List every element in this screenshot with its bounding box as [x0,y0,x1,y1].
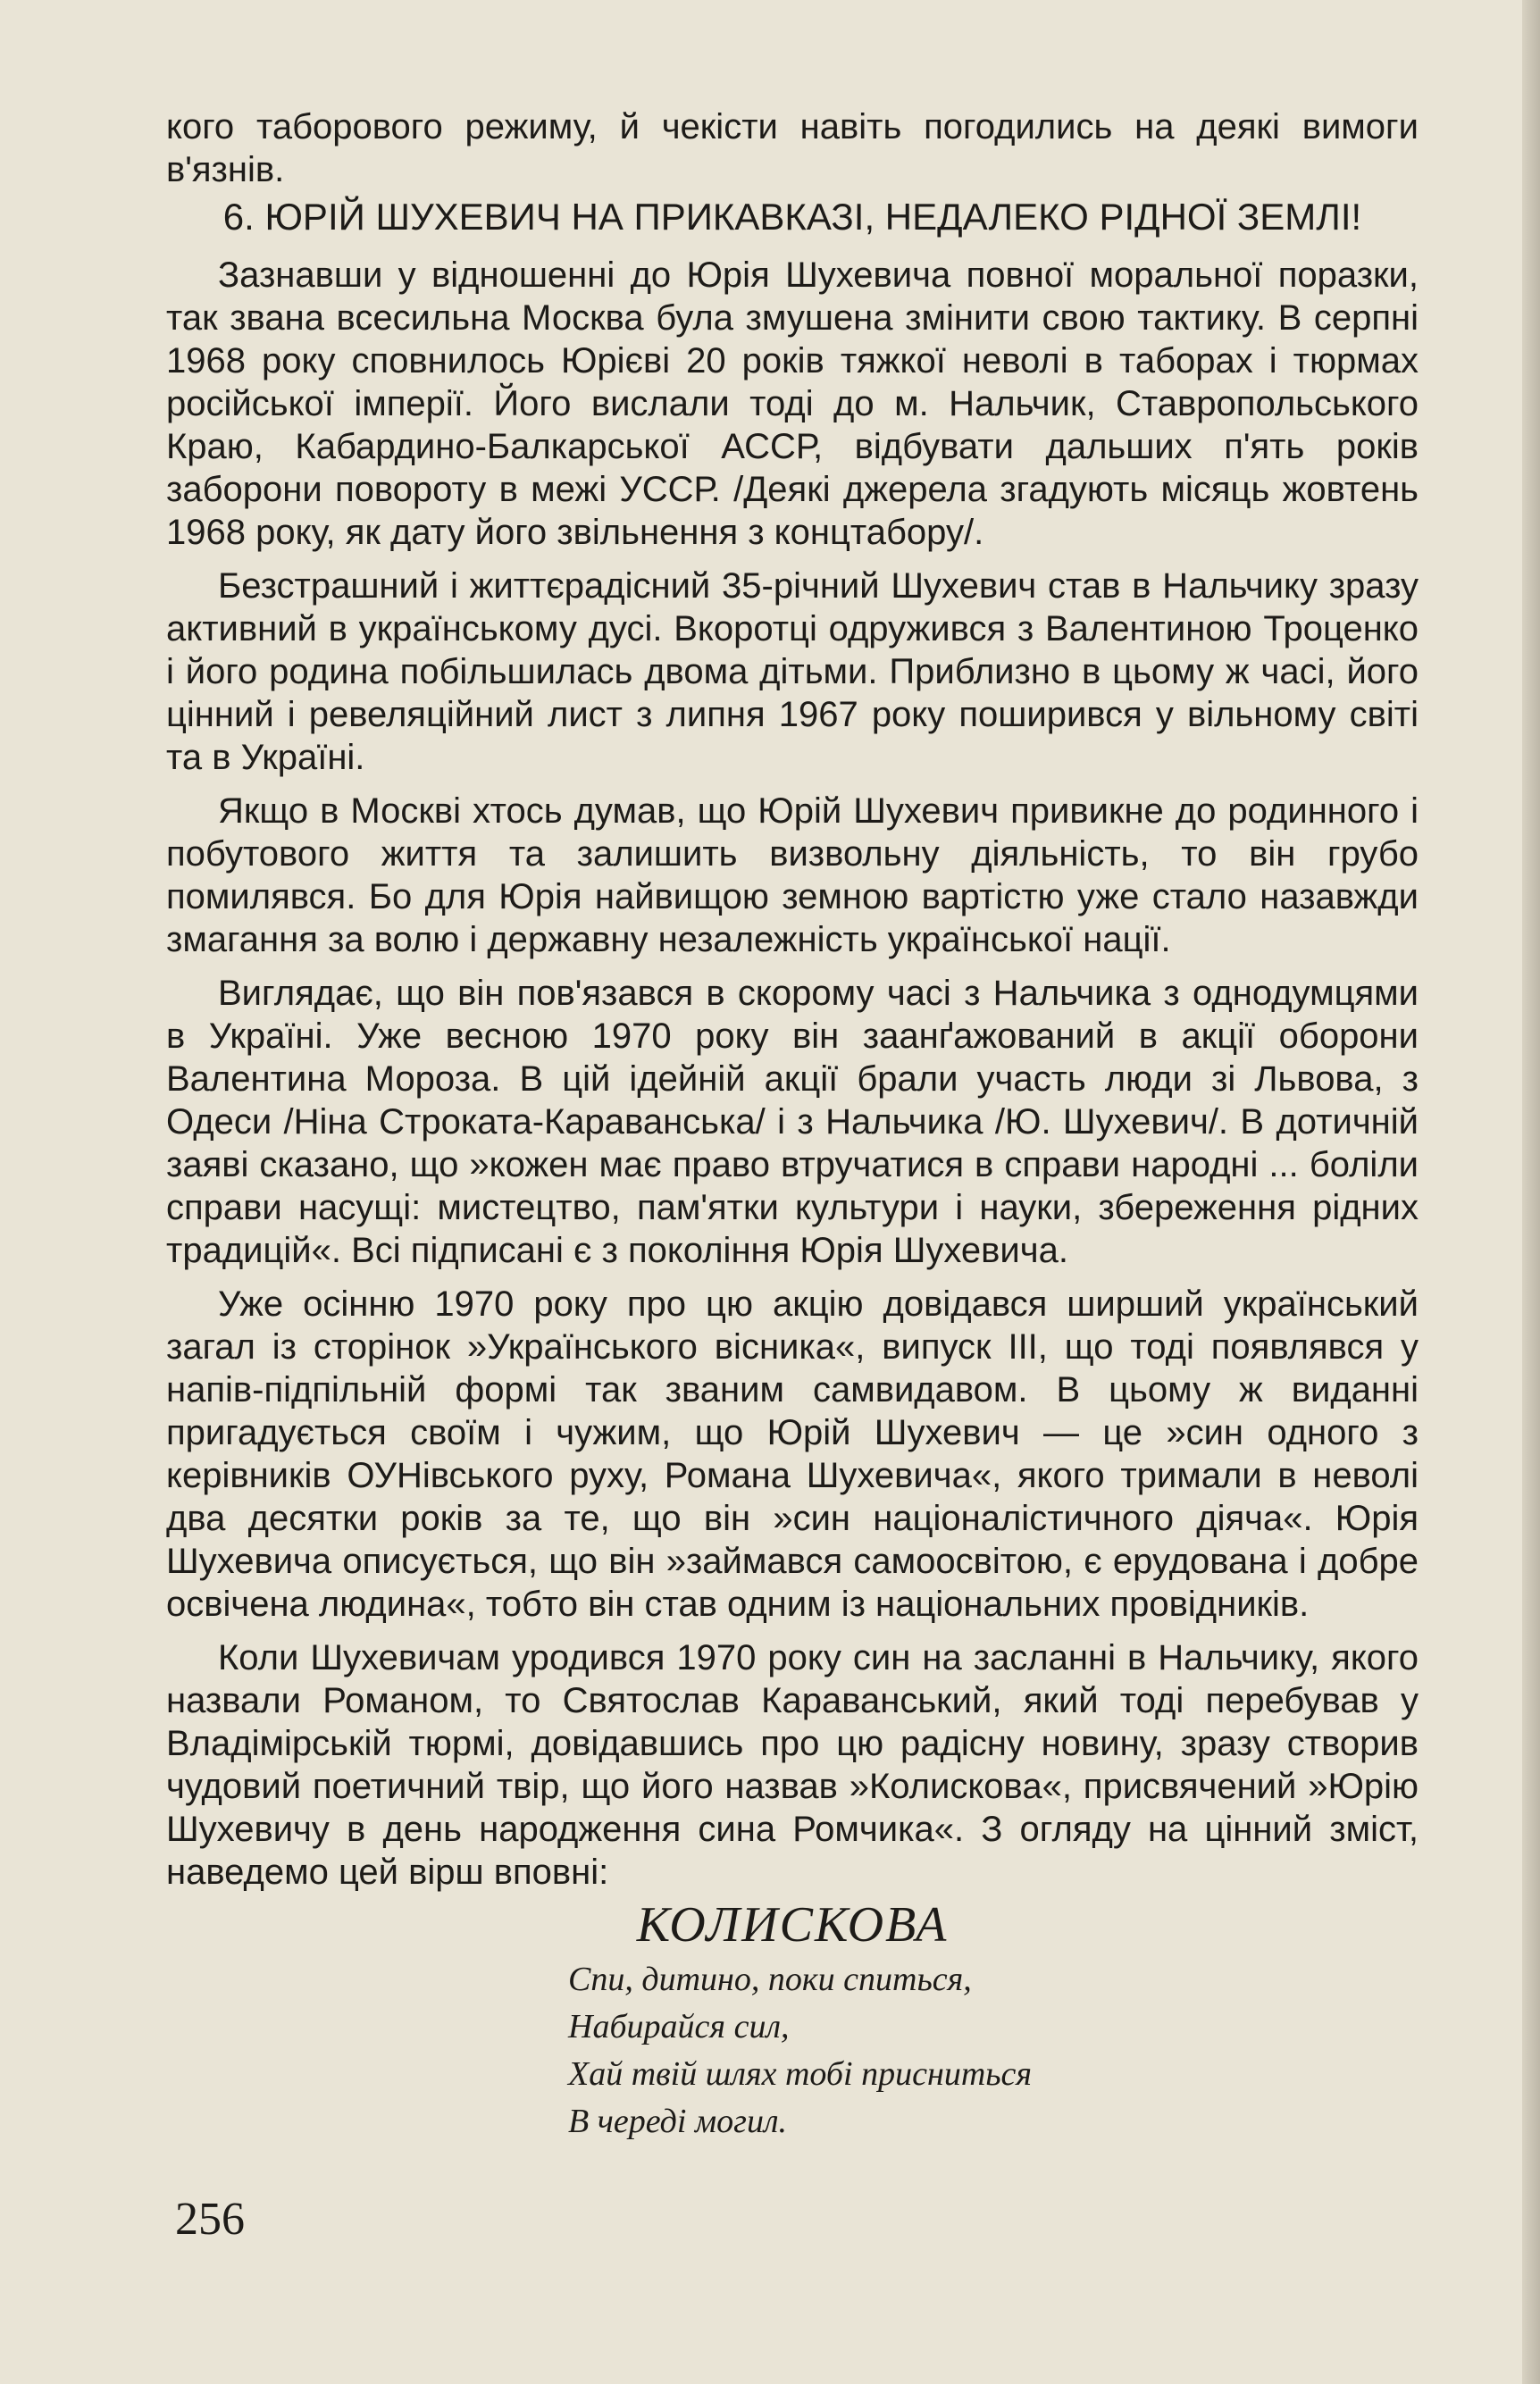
page-number: 256 [175,2194,245,2245]
poem-title: КОЛИСКОВА [636,1897,949,1953]
section-heading: 6. ЮРІЙ ШУХЕВИЧ НА ПРИКАВКАЗІ, НЕДАЛЕКО РІДНОЇ ЗЕМЛІ! [222,196,1362,238]
paragraph: Якщо в Москві хтось думав, що Юрій Шухевич привикне до родинного і побутового життя та залишить визвольну діяльність, то він грубо помилявся. Бо для Юрія найвищою земною вартістю уже стало назавжди змагання за волю і державну незалежність української нації. [166,791,1419,959]
page-edge [1522,0,1540,2384]
paragraph: Уже осінню 1970 року про цю акцію довідався ширший український загал із сторінок »Українського вісника«, випуск III, що тоді появлявся у напів-підпільній формі так званим самвидавом. В цьому ж виданні пригадується своїм і чужим, що Юрій Шухевич — це »син одного з керівників ОУНівського руху, Романа Шухевича«, якого тримали в неволі два десятки років за те, що він »син націоналістичного діяча«. Юрія Шухевича описується, що він »займався самоосвітою, є ерудована і добре освічена людина«, тобто він став одним із національних провідників. [166,1284,1419,1624]
poem-line: Хай твій шлях тобі присниться [568,2055,1033,2093]
poem-line: В череді могил. [568,2103,788,2140]
poem-line: Спи, дитино, поки спиться, [568,1961,972,1998]
paragraph: Безстрашний і життєрадісний 35-річний Шухевич став в Нальчику зразу активний в українському дусі. Вкоротці одружився з Валентиною Троценко і його родина побільшилась двома дітьми. Приблизно в цьому ж часі, його цінний і ревеляційний лист з липня 1967 року поширився у вільному світі та в Україні. [166,566,1419,777]
page-body [166,105,1419,2146]
paragraph-continued: кого таборового режиму, й чекісти навіть погодились на деякі вимоги в'язнів. [166,107,1419,189]
paragraph: Виглядає, що він пов'язався в скорому часі з Нальчика з однодумцями в Україні. Уже весною 1970 року він заанґажований в акції оборони Валентина Мороза. В цій ідейній акції брали участь люди зі Львова, з Одеси /Ніна Строката-Караванська/ і з Нальчика /Ю. Шухевич/. В дотичній заяві сказано, що »кожен має право втручатися в справи народні ... боліли справи насущі: мистецтво, пам'ятки культури і науки, збереження рідних традицій«. Всі підписані є з покоління Юрія Шухевича. [166,974,1419,1270]
poem [568,1956,1419,2146]
paragraph: Зазнавши у відношенні до Юрія Шухевича повної моральної поразки, так звана всесильна Москва була змушена змінити свою тактику. В серпні 1968 року сповнилось Юрієві 20 років тяжкої неволі в таборах і тюрмах російської імперії. Його вислали тоді до м. Нальчик, Ставропольського Краю, Кабардино-Балкарської АССР, відбувати дальших п'ять років заборони повороту в межі УССР. /Деякі джерела згадують місяць жовтень 1968 року, як дату його звільнення з концтабору/. [166,255,1419,552]
paragraph: Коли Шухевичам уродився 1970 року син на засланні в Нальчику, якого назвали Романом, то Святослав Караванський, який тоді перебував у Владімірській тюрмі, довідавшись про цю радісну новину, зразу створив чудовий поетичний твір, що його назвав »Колискова«, присвячений »Юрію Шухевичу в день народження сина Ромчика«. З огляду на цінний зміст, наведемо цей вірш вповні: [166,1638,1419,1892]
poem-line: Набирайся сил, [568,2008,790,2045]
